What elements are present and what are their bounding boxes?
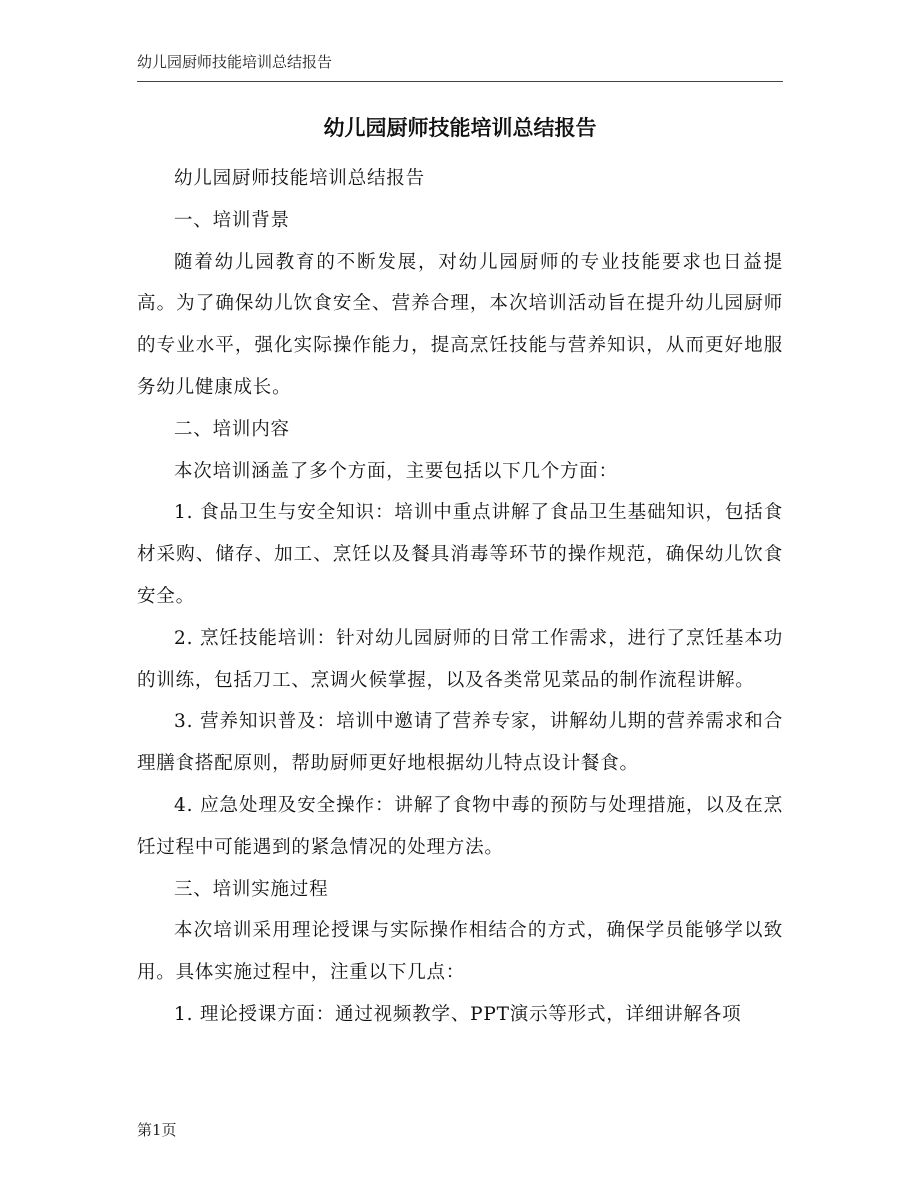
list-item-theory: 1. 理论授课方面：通过视频教学、PPT演示等形式，详细讲解各项 [174, 1003, 742, 1025]
list-item-cooking-skills: 2. 烹饪技能培训：针对幼儿园厨师的日常工作需求，进行了烹饪基本功的训练，包括刀工、烹调火候掌握，以及各类常见菜品的制作流程讲解。 [137, 627, 783, 691]
running-header: 幼儿园厨师技能培训总结报告 [137, 53, 333, 71]
document-title: 幼儿园厨师技能培训总结报告 [323, 115, 597, 140]
list-item-food-safety: 1. 食品卫生与安全知识：培训中重点讲解了食品卫生基础知识，包括食材采购、储存、加工、烹饪以及餐具消毒等环节的操作规范，确保幼儿饮食安全。 [137, 502, 783, 607]
paragraph-subtitle: 幼儿园厨师技能培训总结报告 [174, 168, 425, 189]
list-item-emergency: 4. 应急处理及安全操作：讲解了食物中毒的预防与处理措施，以及在烹饪过程中可能遇到的紧急情况的处理方法。 [137, 794, 783, 858]
paragraph-process-intro: 本次培训采用理论授课与实际操作相结合的方式，确保学员能够学以致用。具体实施过程中，注重以下几点： [137, 920, 783, 984]
document-body [137, 158, 783, 1036]
paragraph-background: 随着幼儿园教育的不断发展，对幼儿园厨师的专业技能要求也日益提高。为了确保幼儿饮食安全、营养合理，本次培训活动旨在提升幼儿园厨师的专业水平，强化实际操作能力，提高烹饪技能与营养知识，从而更好地服务幼儿健康成长。 [137, 251, 783, 398]
section-heading-content: 二、培训内容 [174, 418, 290, 440]
paragraph-content-intro: 本次培训涵盖了多个方面，主要包括以下几个方面： [174, 460, 618, 482]
section-heading-process: 三、培训实施过程 [174, 878, 329, 900]
page-number: 第1页 [137, 1121, 177, 1139]
section-heading-background: 一、培训背景 [174, 209, 290, 231]
list-item-nutrition: 3. 营养知识普及：培训中邀请了营养专家，讲解幼儿期的营养需求和合理膳食搭配原则，帮助厨师更好地根据幼儿特点设计餐食。 [137, 711, 783, 775]
header-divider [137, 81, 783, 82]
